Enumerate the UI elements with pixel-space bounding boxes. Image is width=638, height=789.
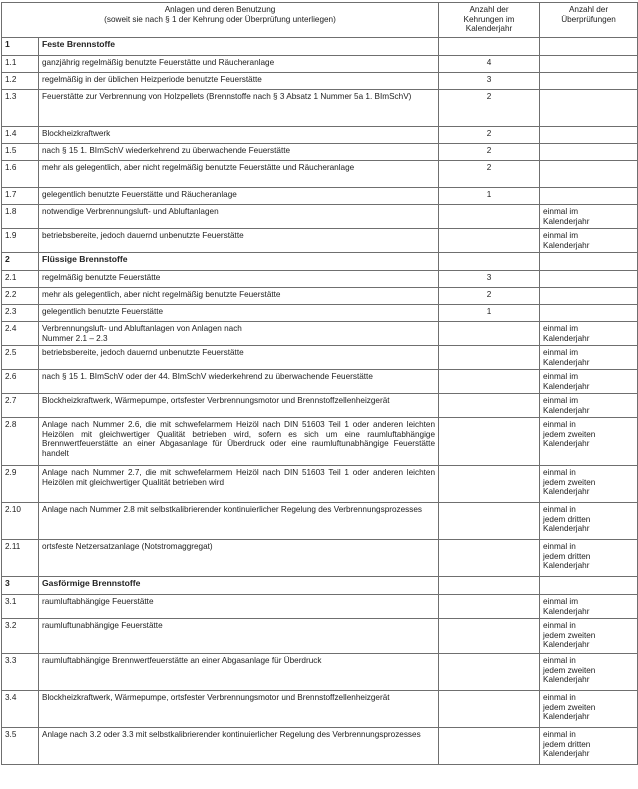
row-description: Flüssige Brennstoffe	[39, 253, 439, 271]
row-number: 3.1	[2, 595, 39, 619]
table-row	[2, 466, 638, 503]
row-pruefungen: einmal im Kalenderjahr	[540, 370, 638, 394]
row-description: nach § 15 1. BImSchV wiederkehrend zu überwachende Feuerstätte	[39, 144, 439, 161]
row-kehrungen	[439, 229, 540, 253]
row-number: 1.4	[2, 127, 39, 144]
table-row	[2, 394, 638, 418]
row-number: 3	[2, 577, 39, 595]
row-pruefungen	[540, 305, 638, 322]
row-number: 2.7	[2, 394, 39, 418]
row-number: 1.6	[2, 161, 39, 188]
row-number: 2	[2, 253, 39, 271]
table-row	[2, 205, 638, 229]
row-number: 2.5	[2, 346, 39, 370]
row-kehrungen	[439, 577, 540, 595]
row-number: 1	[2, 38, 39, 56]
table-row	[2, 654, 638, 691]
row-pruefungen	[540, 38, 638, 56]
table-row	[2, 370, 638, 394]
header-anlagen-subtitle: (soweit sie nach § 1 der Kehrung oder Überprüfung unterliegen)	[104, 14, 336, 24]
table-row	[2, 161, 638, 188]
row-description: mehr als gelegentlich, aber nicht regelmäßig benutzte Feuerstätte	[39, 288, 439, 305]
row-pruefungen: einmal in jedem zweiten Kalenderjahr	[540, 619, 638, 654]
row-number: 3.3	[2, 654, 39, 691]
row-pruefungen: einmal in jedem zweiten Kalenderjahr	[540, 466, 638, 503]
row-number: 1.8	[2, 205, 39, 229]
table-row	[2, 288, 638, 305]
row-pruefungen	[540, 90, 638, 127]
row-pruefungen: einmal in jedem dritten Kalenderjahr	[540, 503, 638, 540]
row-kehrungen: 1	[439, 305, 540, 322]
table-row	[2, 619, 638, 654]
row-pruefungen: einmal in jedem dritten Kalenderjahr	[540, 540, 638, 577]
row-description: betriebsbereite, jedoch dauernd unbenutzte Feuerstätte	[39, 346, 439, 370]
row-pruefungen	[540, 56, 638, 73]
row-description: regelmäßig benutzte Feuerstätte	[39, 271, 439, 288]
row-pruefungen	[540, 288, 638, 305]
row-description: ortsfeste Netzersatzanlage (Notstromaggregat)	[39, 540, 439, 577]
row-kehrungen	[439, 654, 540, 691]
table-row	[2, 503, 638, 540]
row-kehrungen	[439, 38, 540, 56]
row-description: ganzjährig regelmäßig benutzte Feuerstätte und Räucheranlage	[39, 56, 439, 73]
row-number: 2.9	[2, 466, 39, 503]
row-pruefungen	[540, 577, 638, 595]
table-row	[2, 691, 638, 728]
row-kehrungen	[439, 466, 540, 503]
row-kehrungen	[439, 540, 540, 577]
table-row	[2, 90, 638, 127]
row-number: 3.5	[2, 728, 39, 765]
table-row	[2, 418, 638, 466]
row-kehrungen	[439, 253, 540, 271]
row-kehrungen: 2	[439, 90, 540, 127]
row-number: 1.1	[2, 56, 39, 73]
row-number: 3.2	[2, 619, 39, 654]
row-pruefungen: einmal in jedem zweiten Kalenderjahr	[540, 418, 638, 466]
table-row	[2, 271, 638, 288]
row-pruefungen	[540, 271, 638, 288]
table-body	[2, 38, 638, 765]
table-row	[2, 322, 638, 346]
table-row	[2, 144, 638, 161]
row-pruefungen	[540, 127, 638, 144]
row-pruefungen: einmal im Kalenderjahr	[540, 322, 638, 346]
row-kehrungen	[439, 418, 540, 466]
row-description: raumluftabhängige Feuerstätte	[39, 595, 439, 619]
header-anlagen	[2, 3, 439, 38]
row-number: 2.2	[2, 288, 39, 305]
row-kehrungen	[439, 619, 540, 654]
row-kehrungen	[439, 346, 540, 370]
row-kehrungen: 4	[439, 56, 540, 73]
row-kehrungen: 2	[439, 161, 540, 188]
header-pruefungen: Anzahl der Überprüfungen	[540, 3, 638, 38]
table-row	[2, 540, 638, 577]
row-kehrungen	[439, 728, 540, 765]
row-description: Blockheizkraftwerk, Wärmepumpe, ortsfester Verbrennungsmotor und Brennstoffzellenheizgerät	[39, 394, 439, 418]
row-number: 1.9	[2, 229, 39, 253]
row-description: Anlage nach Nummer 2.6, die mit schwefelarmem Heizöl nach DIN 51603 Teil 1 oder anderen leichten Heizölen mit gleichwertiger Qualität betrieben wird, sofern es sich um eine raumluftabhängige Brennwertfeuerstätte an einer Abgasanlage für Überdruck oder eine raumluftunabhängige Feuerstätte handelt	[39, 418, 439, 466]
row-kehrungen: 3	[439, 73, 540, 90]
row-description: betriebsbereite, jedoch dauernd unbenutzte Feuerstätte	[39, 229, 439, 253]
table-row	[2, 595, 638, 619]
table-header-row	[2, 3, 638, 38]
row-kehrungen	[439, 503, 540, 540]
row-number: 3.4	[2, 691, 39, 728]
row-number: 1.2	[2, 73, 39, 90]
row-description: Gasförmige Brennstoffe	[39, 577, 439, 595]
table-row	[2, 73, 638, 90]
row-number: 2.8	[2, 418, 39, 466]
row-number: 2.4	[2, 322, 39, 346]
row-kehrungen	[439, 691, 540, 728]
row-description: Feste Brennstoffe	[39, 38, 439, 56]
row-kehrungen	[439, 205, 540, 229]
section-row	[2, 577, 638, 595]
row-number: 2.11	[2, 540, 39, 577]
row-pruefungen	[540, 73, 638, 90]
row-kehrungen: 3	[439, 271, 540, 288]
header-anlagen-title: Anlagen und deren Benutzung	[164, 5, 276, 14]
table-row	[2, 728, 638, 765]
row-pruefungen: einmal im Kalenderjahr	[540, 346, 638, 370]
section-row	[2, 253, 638, 271]
row-description: Anlage nach Nummer 2.8 mit selbstkalibrierender kontinuierlicher Regelung des Verbrennungsprozesses	[39, 503, 439, 540]
row-pruefungen: einmal im Kalenderjahr	[540, 394, 638, 418]
row-description: Verbrennungsluft- und Abluftanlagen von Anlagen nach Nummer 2.1 – 2.3	[39, 322, 439, 346]
row-description: Anlage nach Nummer 2.7, die mit schwefelarmem Heizöl nach DIN 51603 Teil 1 oder anderen leichten Heizölen mit gleichwertiger Qualität betrieben wird	[39, 466, 439, 503]
row-description: Feuerstätte zur Verbrennung von Holzpellets (Brennstoffe nach § 3 Absatz 1 Nummer 5a 1. BImSchV)	[39, 90, 439, 127]
kehrung-table	[1, 2, 638, 765]
row-number: 2.10	[2, 503, 39, 540]
row-description: regelmäßig in der üblichen Heizperiode benutzte Feuerstätte	[39, 73, 439, 90]
section-row	[2, 38, 638, 56]
row-kehrungen: 2	[439, 127, 540, 144]
header-kehrungen: Anzahl der Kehrungen im Kalenderjahr	[439, 3, 540, 38]
row-kehrungen: 1	[439, 188, 540, 205]
row-pruefungen: einmal in jedem dritten Kalenderjahr	[540, 728, 638, 765]
row-pruefungen	[540, 144, 638, 161]
table-row	[2, 127, 638, 144]
row-description: mehr als gelegentlich, aber nicht regelmäßig benutzte Feuerstätte und Räucheranlage	[39, 161, 439, 188]
table-row	[2, 56, 638, 73]
row-pruefungen	[540, 161, 638, 188]
table-row	[2, 188, 638, 205]
row-description: gelegentlich benutzte Feuerstätte und Räucheranlage	[39, 188, 439, 205]
row-pruefungen: einmal in jedem zweiten Kalenderjahr	[540, 654, 638, 691]
row-pruefungen: einmal im Kalenderjahr	[540, 205, 638, 229]
row-pruefungen	[540, 253, 638, 271]
row-description: raumluftabhängige Brennwertfeuerstätte an einer Abgasanlage für Überdruck	[39, 654, 439, 691]
row-description: raumluftunabhängige Feuerstätte	[39, 619, 439, 654]
row-number: 1.7	[2, 188, 39, 205]
row-kehrungen: 2	[439, 288, 540, 305]
row-kehrungen	[439, 595, 540, 619]
row-number: 2.1	[2, 271, 39, 288]
row-pruefungen: einmal im Kalenderjahr	[540, 229, 638, 253]
row-pruefungen	[540, 188, 638, 205]
row-description: gelegentlich benutzte Feuerstätte	[39, 305, 439, 322]
table-row	[2, 229, 638, 253]
row-description: nach § 15 1. BImSchV oder der 44. BImSchV wiederkehrend zu überwachende Feuerstätte	[39, 370, 439, 394]
row-number: 1.3	[2, 90, 39, 127]
row-kehrungen	[439, 394, 540, 418]
row-kehrungen	[439, 322, 540, 346]
row-description: Anlage nach 3.2 oder 3.3 mit selbstkalibrierender kontinuierlicher Regelung des Verbrennungsprozesses	[39, 728, 439, 765]
table-row	[2, 346, 638, 370]
row-number: 2.3	[2, 305, 39, 322]
row-pruefungen: einmal in jedem zweiten Kalenderjahr	[540, 691, 638, 728]
table-row	[2, 305, 638, 322]
row-kehrungen: 2	[439, 144, 540, 161]
row-description: notwendige Verbrennungsluft- und Abluftanlagen	[39, 205, 439, 229]
row-description: Blockheizkraftwerk, Wärmepumpe, ortsfester Verbrennungsmotor und Brennstoffzellenheizgerät	[39, 691, 439, 728]
row-number: 1.5	[2, 144, 39, 161]
row-number: 2.6	[2, 370, 39, 394]
row-description: Blockheizkraftwerk	[39, 127, 439, 144]
row-pruefungen: einmal im Kalenderjahr	[540, 595, 638, 619]
row-kehrungen	[439, 370, 540, 394]
